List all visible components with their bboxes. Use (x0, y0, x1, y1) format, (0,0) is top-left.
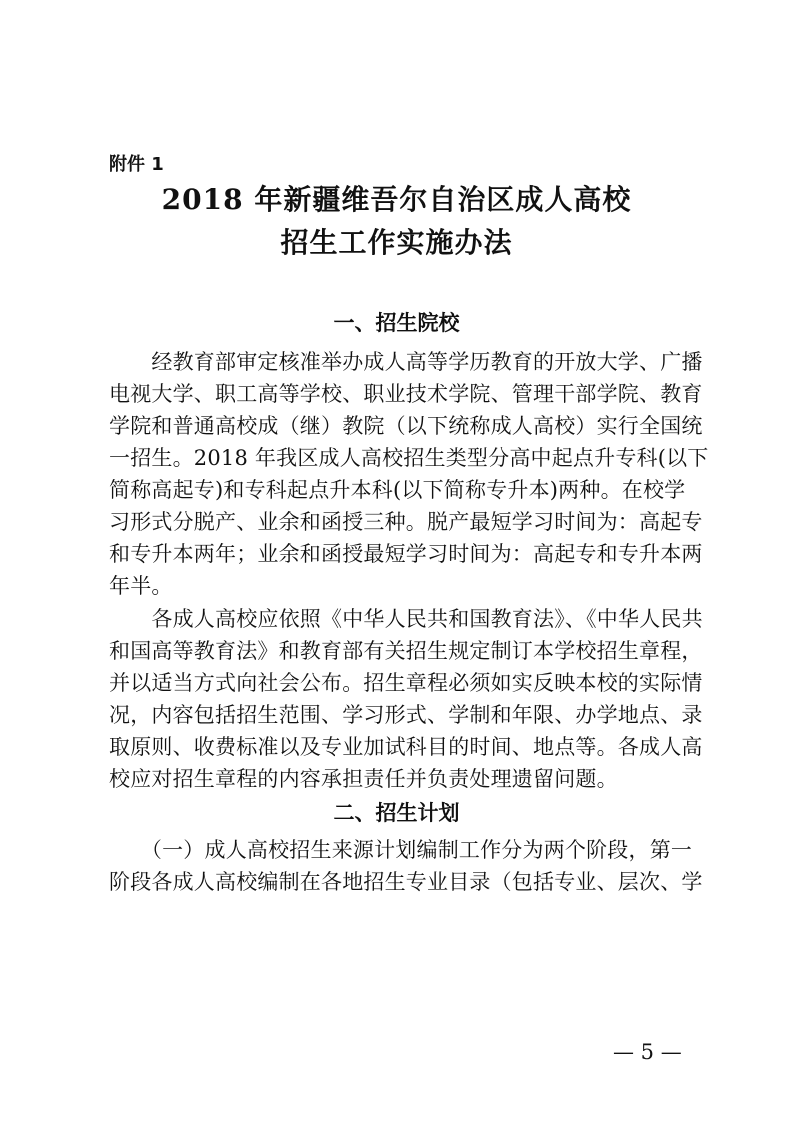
page-number: — 5 — (613, 1040, 682, 1064)
paragraph-line: 年半。 (109, 574, 173, 598)
section-heading-1: 一、招生院校 (333, 311, 460, 335)
paragraph-line: 简称高起专)和专科起点升本科(以下简称专升本)两种。在校学 (109, 478, 686, 502)
paragraph-line: 经教育部审定核准举办成人高等学历教育的开放大学、广播 (109, 350, 703, 374)
paragraph-line: 和专升本两年；业余和函授最短学习时间为：高起专和专升本两 (109, 542, 703, 566)
paragraph-line: 取原则、收费标准以及专业加试科目的时间、地点等。各成人高 (109, 735, 703, 759)
paragraph-line: 各成人高校应依照《中华人民共和国教育法》、《中华人民共 (109, 607, 703, 631)
paragraph-line: 阶段各成人高校编制在各地招生专业目录（包括专业、层次、学 (109, 870, 703, 894)
attachment-label: 附件 1 (109, 154, 164, 175)
paragraph-line: 一招生。2018 年我区成人高校招生类型分高中起点升专科(以下 (109, 446, 709, 470)
paragraph-line: 校应对招生章程的内容承担责任并负责处理遗留问题。 (109, 767, 618, 791)
section-heading-2: 二、招生计划 (333, 801, 460, 825)
document-title-line-1: 2018 年新疆维吾尔自治区成人高校 (161, 183, 632, 216)
paragraph-line: 习形式分脱产、业余和函授三种。脱产最短学习时间为：高起专 (109, 510, 703, 534)
paragraph-line: 况，内容包括招生范围、学习形式、学制和年限、办学地点、录 (109, 703, 703, 727)
document-title-line-2: 招生工作实施办法 (280, 226, 513, 259)
paragraph-line: 并以适当方式向社会公布。招生章程必须如实反映本校的实际情 (109, 671, 703, 695)
paragraph-line: 学院和普通高校成（继）教院（以下统称成人高校）实行全国统 (109, 414, 703, 438)
paragraph-line: 电视大学、职工高等学校、职业技术学院、管理干部学院、教育 (109, 382, 703, 406)
paragraph-line: 和国高等教育法》和教育部有关招生规定制订本学校招生章程， (109, 639, 703, 663)
paragraph-line: （一）成人高校招生来源计划编制工作分为两个阶段，第一 (109, 838, 693, 862)
